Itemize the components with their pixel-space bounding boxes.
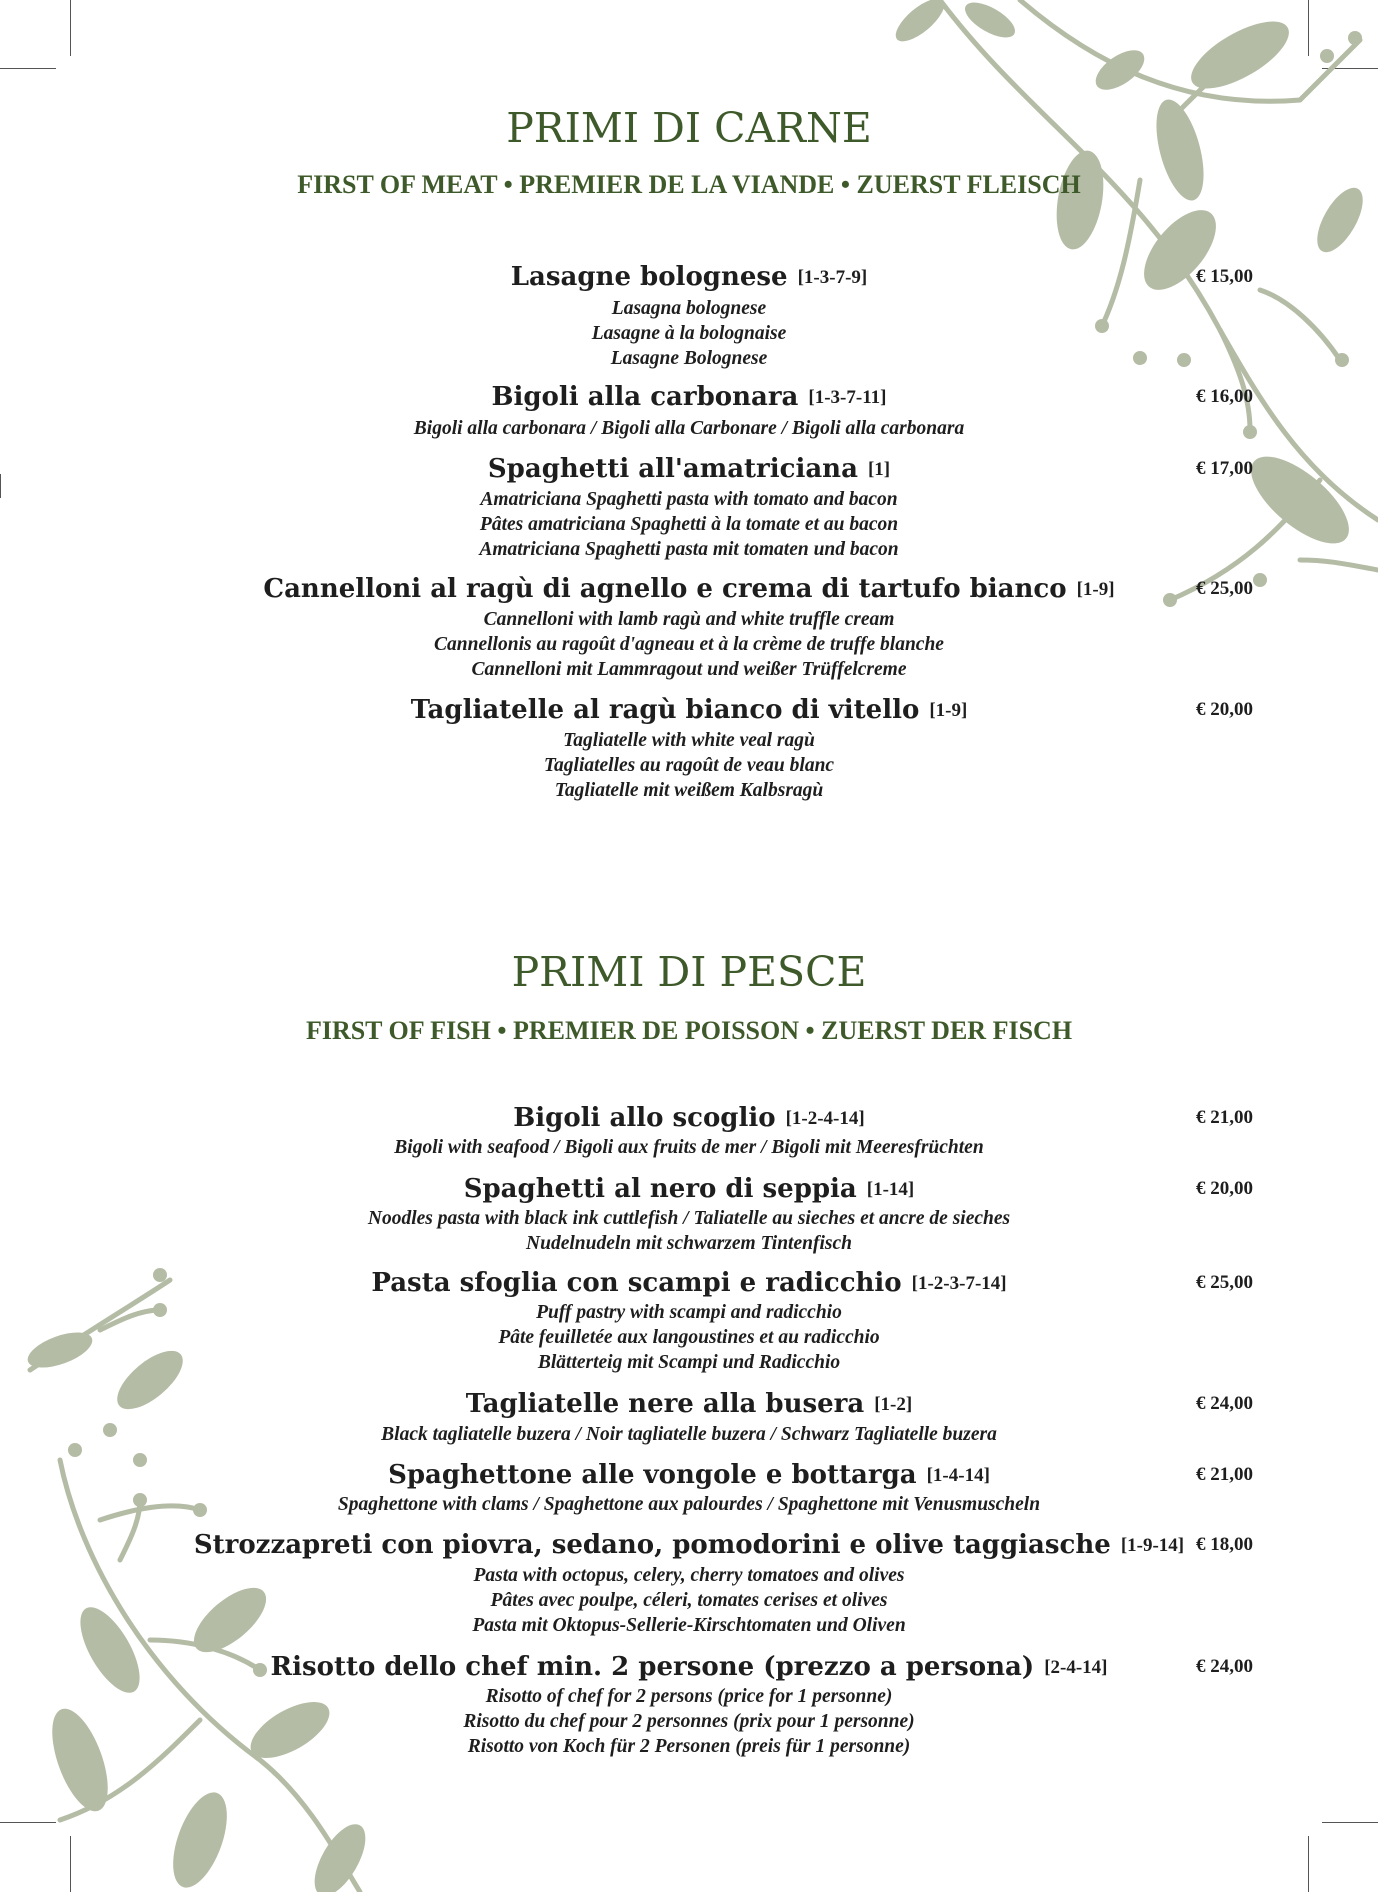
menu-item-name: [0, 382, 1378, 413]
menu-item-description: Bigoli alla carbonara / Bigoli alla Carbonare / Bigoli alla carbonara: [413, 418, 965, 439]
menu-item-description: Nudelnudeln mit schwarzem Tintenfisch: [526, 1233, 852, 1254]
menu-item-name: [0, 1174, 1378, 1205]
crop-mark: [0, 68, 56, 69]
allergen-codes: [1-3-7-9]: [797, 267, 868, 288]
menu-item-description: Spaghettone with clams / Spaghettone aux palourdes / Spaghettone mit Venusmuscheln: [337, 1494, 1041, 1515]
allergen-codes: [1-2]: [874, 1394, 913, 1415]
menu-item-name: [0, 1460, 1378, 1491]
allergen-codes: [1-3-7-11]: [808, 387, 887, 408]
allergen-codes: [1-2-4-14]: [785, 1108, 865, 1129]
menu-item-description: Black tagliatelle buzera / Noir tagliatelle buzera / Schwarz Tagliatelle buzera: [381, 1424, 997, 1445]
menu-item-price: € 21,00: [1196, 1464, 1253, 1485]
menu-item-description: Tagliatelle with white veal ragù: [563, 730, 815, 751]
menu-item-name: [0, 1652, 1378, 1683]
menu-item-description: Cannelloni with lamb ragù and white truffle cream: [483, 609, 895, 630]
menu-item-description: Noodles pasta with black ink cuttlefish / Taliatelle au sieches et ancre de sieches: [367, 1208, 1011, 1229]
menu-item-price: € 21,00: [1196, 1107, 1253, 1128]
menu-item-description: Risotto du chef pour 2 personnes (prix pour 1 personne): [463, 1711, 915, 1732]
menu-item-description: Blätterteig mit Scampi und Radicchio: [537, 1352, 841, 1373]
menu-item-description: Cannellonis au ragoût d'agneau et à la crème de truffe blanche: [434, 634, 944, 655]
dish-name: Bigoli allo scoglio: [513, 1103, 776, 1133]
dish-name: Bigoli alla carbonara: [491, 382, 799, 412]
dish-name: Spaghettone alle vongole e bottarga: [388, 1460, 917, 1490]
menu-item-name: [0, 262, 1378, 293]
dish-name: Pasta sfoglia con scampi e radicchio: [371, 1268, 902, 1298]
menu-item-price: € 25,00: [1196, 1272, 1253, 1293]
menu-item-description: Risotto of chef for 2 persons (price for 1 personne): [485, 1686, 893, 1707]
allergen-codes: [1-9]: [929, 700, 968, 721]
menu-item-description: Puff pastry with scampi and radicchio: [536, 1302, 842, 1323]
menu-item-price: € 17,00: [1196, 458, 1253, 479]
menu-item-description: Amatriciana Spaghetti pasta mit tomaten und bacon: [479, 539, 899, 560]
menu-item-description: Tagliatelle mit weißem Kalbsragù: [554, 780, 824, 801]
menu-item-price: € 20,00: [1196, 1178, 1253, 1199]
menu-item-price: € 16,00: [1196, 386, 1253, 407]
section-subtitle: FIRST OF FISH • PREMIER DE POISSON • ZUERST DER FISCH: [305, 1016, 1073, 1045]
menu-item-description: Pasta with octopus, celery, cherry tomatoes and olives: [473, 1565, 905, 1586]
menu-item-price: € 24,00: [1196, 1656, 1253, 1677]
crop-mark: [1308, 1836, 1309, 1892]
menu-item-description: Risotto von Koch für 2 Personen (preis für 1 personne): [467, 1736, 911, 1757]
dish-name: Spaghetti all'amatriciana: [487, 454, 858, 484]
menu-item-price: € 25,00: [1196, 578, 1253, 599]
dish-name: Risotto dello chef min. 2 persone (prezzo a persona): [270, 1652, 1035, 1682]
allergen-codes: [1-9]: [1076, 579, 1115, 600]
menu-item-name: [0, 1389, 1378, 1420]
menu-item-description: Tagliatelles au ragoût de veau blanc: [543, 755, 835, 776]
dish-name: Strozzapreti con piovra, sedano, pomodorini e olive taggiasche: [193, 1530, 1111, 1560]
dish-name: Lasagne bolognese: [510, 262, 788, 292]
allergen-codes: [1-9-14]: [1120, 1535, 1185, 1556]
crop-mark: [1322, 1822, 1378, 1823]
menu-item-description: Lasagne Bolognese: [610, 348, 768, 369]
allergen-codes: [1-2-3-7-14]: [911, 1273, 1007, 1294]
menu-item-description: Cannelloni mit Lammragout und weißer Trüffelcreme: [471, 659, 907, 680]
allergen-codes: [1-14]: [866, 1179, 915, 1200]
menu-item-name: [0, 1103, 1378, 1134]
dish-name: Tagliatelle nere alla busera: [465, 1389, 865, 1419]
dish-name: Cannelloni al ragù di agnello e crema di tartufo bianco: [263, 574, 1067, 604]
menu-item-price: € 18,00: [1196, 1534, 1253, 1555]
menu-item-price: € 15,00: [1196, 266, 1253, 287]
menu-item-description: Amatriciana Spaghetti pasta with tomato and bacon: [480, 489, 898, 510]
menu-item-description: Lasagna bolognese: [611, 298, 767, 319]
dish-name: Tagliatelle al ragù bianco di vitello: [410, 695, 920, 725]
menu-item-description: Bigoli with seafood / Bigoli aux fruits de mer / Bigoli mit Meeresfrüchten: [394, 1137, 984, 1158]
menu-item-name: [0, 454, 1378, 485]
allergen-codes: [2-4-14]: [1044, 1657, 1108, 1678]
menu-item-name: [0, 574, 1378, 605]
section-title: PRIMI DI CARNE: [506, 104, 872, 152]
section-title: PRIMI DI PESCE: [511, 948, 867, 996]
crop-mark: [70, 0, 71, 56]
allergen-codes: [1-4-14]: [926, 1465, 990, 1486]
menu-item-description: Pâte feuilletée aux langoustines et au radicchio: [498, 1327, 880, 1348]
menu-item-description: Lasagne à la bolognaise: [591, 323, 787, 344]
menu-item-name: [0, 695, 1378, 726]
menu-item-description: Pâtes amatriciana Spaghetti à la tomate et au bacon: [479, 514, 899, 535]
dish-name: Spaghetti al nero di seppia: [463, 1174, 857, 1204]
menu-item-price: € 20,00: [1196, 699, 1253, 720]
menu-item-description: Pâtes avec poulpe, céleri, tomates cerises et olives: [490, 1590, 888, 1611]
allergen-codes: [1]: [867, 459, 891, 480]
menu-item-description: Pasta mit Oktopus-Sellerie-Kirschtomaten und Oliven: [472, 1615, 906, 1636]
menu-item-name: [0, 1268, 1378, 1299]
menu-item-name: [0, 1530, 1378, 1561]
menu-item-price: € 24,00: [1196, 1393, 1253, 1414]
section-subtitle: FIRST OF MEAT • PREMIER DE LA VIANDE • ZUERST FLEISCH: [297, 170, 1081, 199]
